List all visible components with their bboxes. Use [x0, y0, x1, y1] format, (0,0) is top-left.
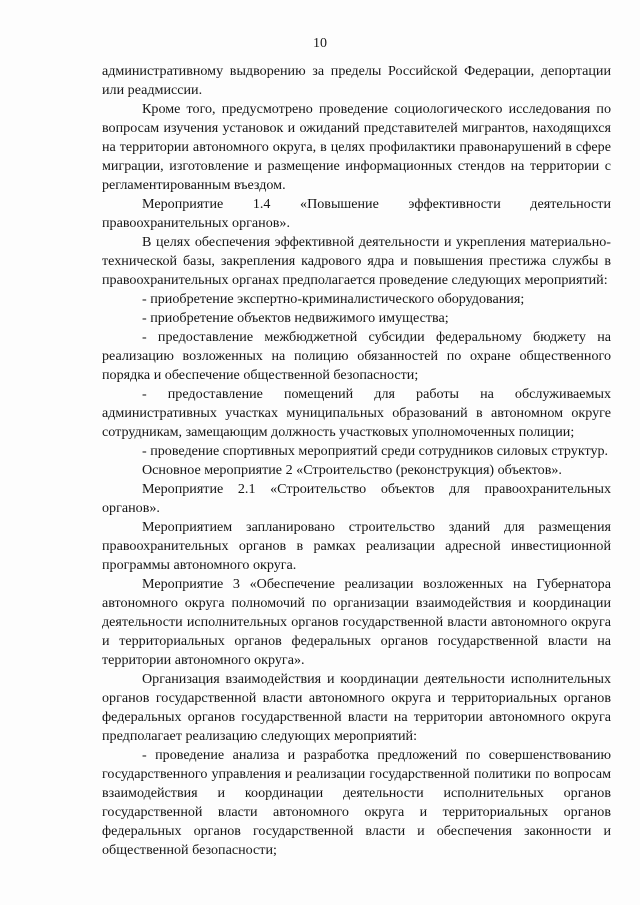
paragraph: Мероприятие 3 «Обеспечение реализации возложенных на Губернатора автономного округа полномочий по организации взаимодействия и координации деятельности исполнительных органов государственной власти автономного округа и территориальных органов федеральных органов государственной власти на территории автономного округа». — [102, 576, 611, 668]
paragraph: Мероприятие 1.4 «Повышение эффективности деятельности правоохранительных органов». — [102, 196, 611, 231]
paragraph: Мероприятие 2.1 «Строительство объектов для правоохранительных органов». — [102, 481, 611, 516]
paragraph: - приобретение объектов недвижимого имущества; — [142, 310, 449, 326]
document-body — [102, 62, 611, 860]
paragraph: - проведение анализа и разработка предложений по совершенствованию государственного управления и реализации государственной политики по вопросам взаимодействия и координации деятельности исполнительных органов государственной власти автономного округа и территориальных органов федеральных органов государственной власти и обеспечения законности и общественной безопасности; — [102, 747, 611, 858]
paragraph: - предоставление межбюджетной субсидии федеральному бюджету на реализацию возложенных на полицию обязанностей по охране общественного порядка и обеспечение общественной безопасности; — [102, 329, 611, 383]
paragraph: Организация взаимодействия и координации деятельности исполнительных органов государственной власти автономного округа и территориальных органов федеральных органов государственной власти на территории автономного округа предполагает реализацию следующих мероприятий: — [102, 671, 611, 744]
paragraph: - проведение спортивных мероприятий среди сотрудников силовых структур. — [142, 443, 609, 459]
paragraph: Мероприятием запланировано строительство зданий для размещения правоохранительных органов в рамках реализации адресной инвестиционной программы автономного округа. — [102, 519, 611, 573]
page-number: 10 — [313, 36, 327, 51]
paragraph: В целях обеспечения эффективной деятельности и укрепления материально-технической базы, закрепления кадрового ядра и повышения престижа службы в правоохранительных органах предполагается проведение следующих мероприятий: — [102, 234, 611, 288]
paragraph: Кроме того, предусмотрено проведение социологического исследования по вопросам изучения установок и ожиданий представителей мигрантов, находящихся на территории автономного округа, в целях профилактики правонарушений в сфере миграции, изготовление и размещение информационных стендов на территории с регламентированным въездом. — [102, 101, 611, 193]
paragraph: Основное мероприятие 2 «Строительство (реконструкция) объектов». — [142, 462, 562, 478]
paragraph: - приобретение экспертно-криминалистического оборудования; — [142, 291, 525, 307]
paragraph: административному выдворению за пределы Российской Федерации, депортации или реадмиссии. — [102, 63, 611, 98]
paragraph: - предоставление помещений для работы на обслуживаемых административных участках муниципальных образований в автономном округе сотрудникам, замещающим должность участковых уполномоченных полиции; — [102, 386, 611, 440]
